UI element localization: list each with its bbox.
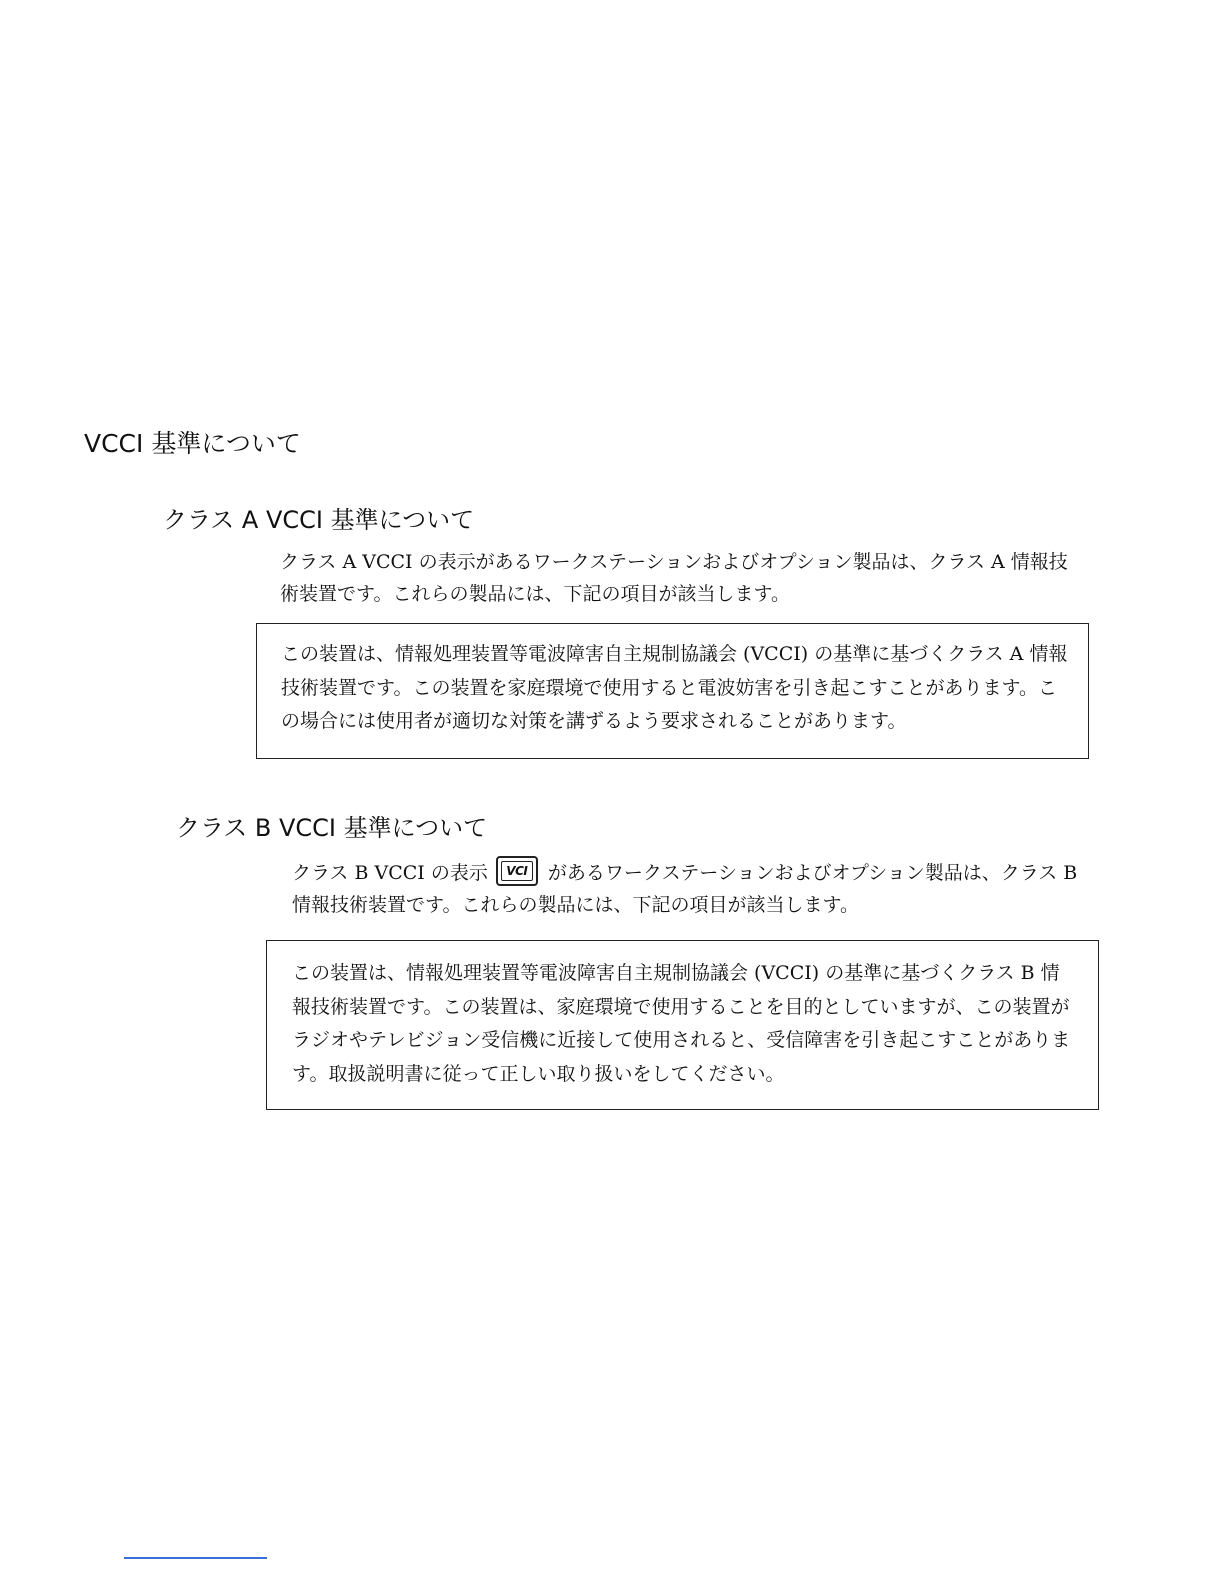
- class-a-heading: クラス A VCCI 基準について: [163, 506, 475, 534]
- class-a-notice-box: [256, 623, 1089, 759]
- class-b-intro-start: クラス B VCCI の表示: [292, 862, 488, 884]
- class-b-notice-text: この装置は、情報処理装置等電波障害自主規制協議会 (VCCI) の基準に基づくクラス B 情報技術装置です。この装置は、家庭環境で使用することを目的としていますが、この装置がラジオやテレビジョン受信機に近接して使用されると、受信障害を引き起こすことがあります。取扱説明書に従って正しい取り扱いをしてください。: [292, 962, 1071, 1085]
- class-b-intro: [292, 856, 1087, 921]
- vcci-logo-icon: [496, 856, 538, 886]
- vcci-logo-text: VCI: [501, 861, 533, 881]
- page-title: VCCI 基準について: [84, 429, 301, 458]
- footer-divider: [124, 1557, 267, 1559]
- class-b-intro-end: があるワークステーションおよびオプション製品は、クラス B 情報技術装置です。これらの製品には、下記の項目が該当します。: [292, 862, 1078, 916]
- class-b-heading: クラス B VCCI 基準について: [176, 814, 488, 842]
- class-a-intro: クラス A VCCI の表示があるワークステーションおよびオプション製品は、クラス A 情報技術装置です。これらの製品には、下記の項目が該当します。: [280, 551, 1068, 605]
- class-a-notice-text: この装置は、情報処理装置等電波障害自主規制協議会 (VCCI) の基準に基づくクラス A 情報技術装置です。この装置を家庭環境で使用すると電波妨害を引き起こすことがあります。この場合には使用者が適切な対策を講ずるよう要求されることがあります。: [281, 643, 1068, 732]
- class-b-notice-box: [266, 940, 1099, 1110]
